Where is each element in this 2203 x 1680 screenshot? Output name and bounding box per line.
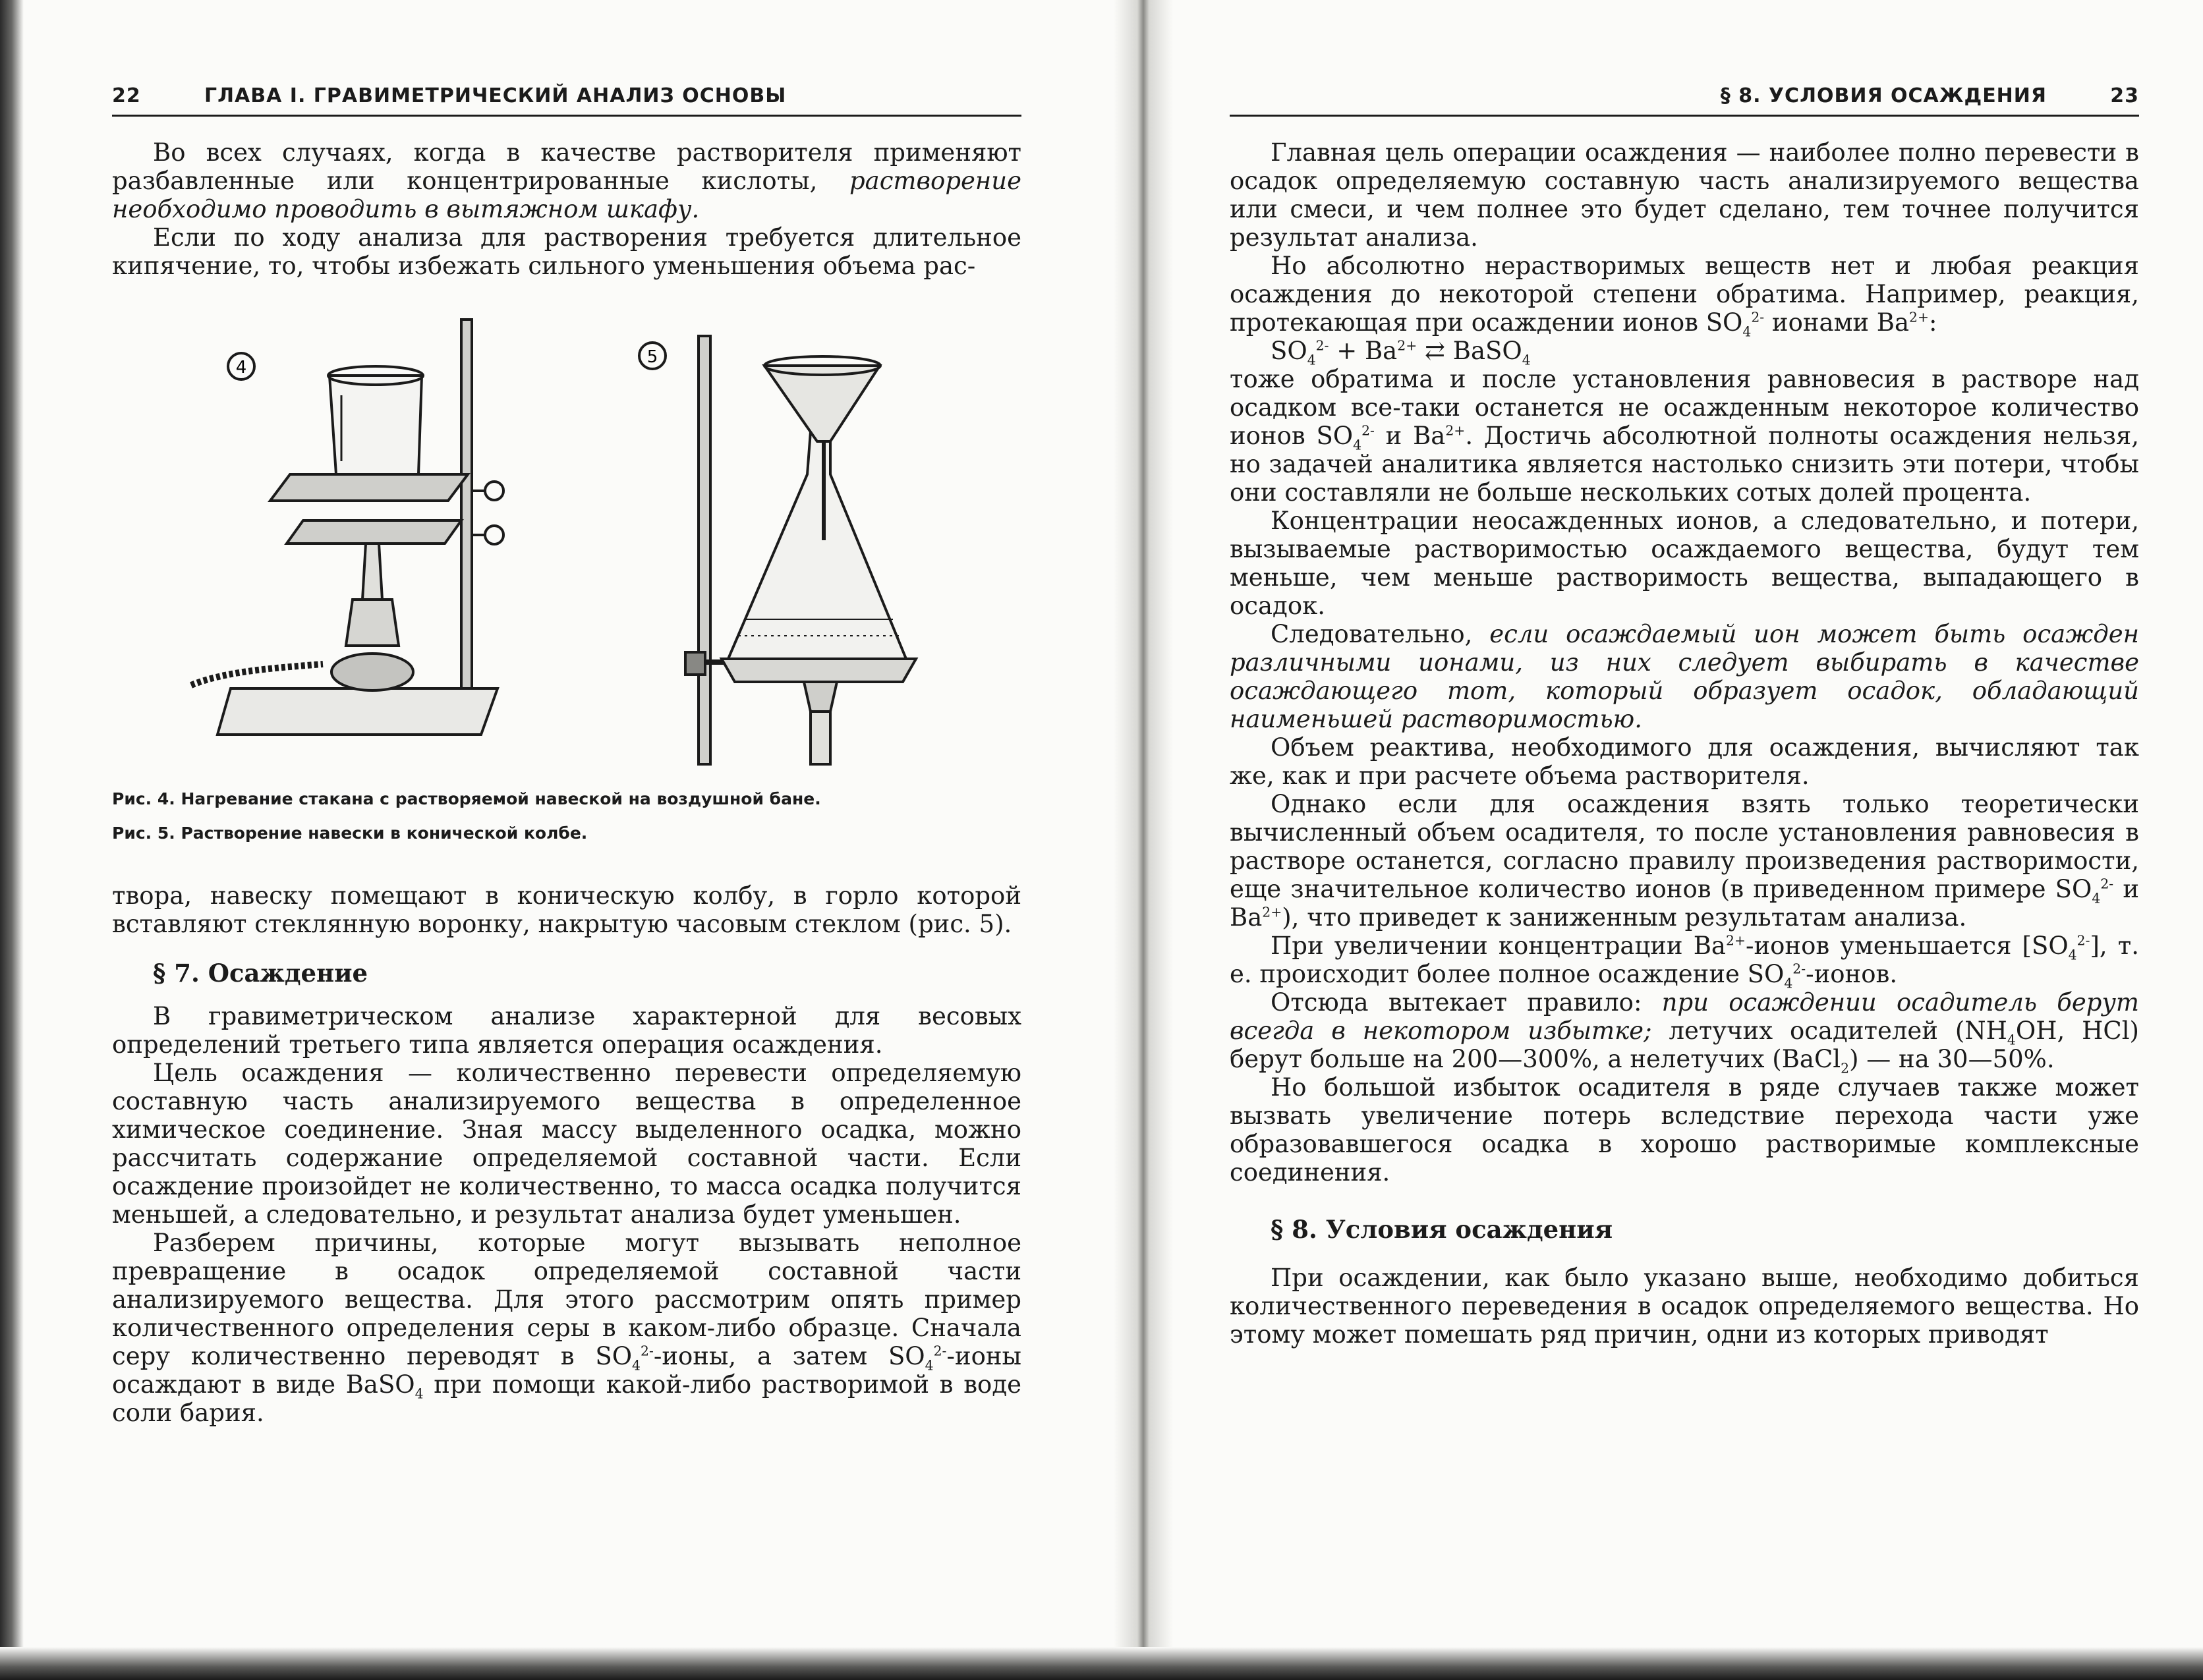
right-page <box>1230 0 2139 1680</box>
paragraph: Цель осаждения — количественно перевести определяемую составную часть анализируемого вещества в определенное химическое соединение. Зная массу выделенного осадка, можно рассчитать содержание определяемой составной части. Если осаждение произойдет не количественно, то масса осадка получится меньшей, а следовательно, и результат анализа будет уменьшен. <box>112 1059 1021 1229</box>
right-text <box>1230 138 2139 1349</box>
book-edge-shadow <box>0 0 24 1680</box>
apparatus-illustration <box>112 303 1021 777</box>
bunsen-burner-icon <box>331 654 413 690</box>
clamp-screw-icon <box>485 526 503 544</box>
paragraph: тоже обратима и после установления равновесия в растворе над осадком все-таки останется не осажденным некоторое количество ионов $SO_4^{2-}$ и $Ba^{2+}$. Достичь абсолютной полноты осаждения нельзя, но задачей аналитика является настолько снизить эти потери, чтобы они составляли не больше нескольких сотых долей процента. <box>1230 365 2140 507</box>
paragraph: В гравиметрическом анализе характерной для весовых определений третьего типа является операция осаждения. <box>112 1002 1021 1059</box>
paragraph: Следовательно, если осаждаемый ион может быть осажден различными ионами, из них следует выбирать в качестве осаждающего тот, который образует осадок, обладающий наименьшей растворимостью. <box>1230 620 2139 733</box>
air-bath-icon <box>287 520 461 544</box>
italic-emphasis: растворение необходимо проводить в вытяжном шкафу. <box>112 167 1021 223</box>
paragraph: При осаждении, как было указано выше, необходимо добиться количественного переведения в осадок определяемого вещества. Но этому может помешать ряд причин, одни из которых приводят <box>1230 1264 2139 1349</box>
left-text-top <box>112 138 1021 280</box>
section-7-heading: § 7. Осаждение <box>153 959 368 988</box>
flask-tray-icon <box>722 659 916 682</box>
page-number: 22 <box>112 84 141 107</box>
book-gutter <box>1114 0 1173 1680</box>
stand-base-icon <box>217 688 498 735</box>
paragraph: Но абсолютно нерастворимых веществ нет и любая реакция осаждения до некоторой степени обратима. Например, реакция, протекающая при осаждении ионов $SO_4^{2-}$ ионами $Ba^{2+}$: <box>1230 252 2139 340</box>
left-page <box>112 0 1021 1680</box>
right-running-head <box>1230 78 2139 117</box>
figure-apparatus <box>112 303 1021 777</box>
paragraph: Разберем причины, которые могут вызывать неполное превращение в осадок определяемой составной части анализируемого вещества. Для этого рассмотрим опять пример количественного определения серы в каком-либо образце. Сначала серу количественно переводят в $SO_4^{2-}$-ионы, а затем $SO_4^{2-}$-ионы осаждают в виде BaSO$_4$ при помощи какой-либо растворимой в воде соли бария. <box>112 1229 1021 1427</box>
section-title: § 8. УСЛОВИЯ ОСАЖДЕНИЯ <box>1720 84 2047 107</box>
paragraph: Если по ходу анализа для растворения требуется длительное кипячение, то, чтобы избежать сильного уменьшения объема рас- <box>112 223 1021 280</box>
equilibrium-arrow-icon: ⇄ <box>1425 337 1446 365</box>
left-running-head <box>112 78 1021 117</box>
paragraph: Во всех случаях, когда в качестве растворителя применяют разбавленные или концентрированные кислоты, растворение необходимо проводить в вытяжном шкафу. <box>112 138 1021 223</box>
italic-emphasis: при осаждении осадитель берут всегда в некотором избытке; <box>1230 988 2139 1045</box>
paragraph: Концентрации неосажденных ионов, а следовательно, и потери, вызываемые растворимостью осаждаемого вещества, будут тем меньше, чем меньше растворимость вещества, выпадающего в осадок. <box>1230 507 2139 620</box>
paragraph: Но большой избыток осадителя в ряде случаев также может вызвать увеличение потерь вследствие перехода части уже образовавшегося осадка в хорошо растворимые комплексные соединения. <box>1230 1073 2139 1187</box>
paragraph: Объем реактива, необходимого для осаждения, вычисляют так же, как и при расчете объема растворителя. <box>1230 733 2139 790</box>
figure-4-caption: Рис. 4. Нагревание стакана с растворяемой навеской на воздушной бане. <box>112 789 821 808</box>
conical-flask-icon <box>728 432 906 659</box>
paragraph: Однако если для осаждения взять только теоретически вычисленный объем осадителя, то после установления равновесия в растворе останется, согласно правилу произведения растворимости, еще значительное количество ионов (в приведенном примере $SO_4^{2-}$ и $Ba^{2+}$), что приведет к заниженным результатам анализа. <box>1230 790 2139 932</box>
left-text-bottom <box>112 882 1021 1427</box>
figure-5-label: 5 <box>646 347 658 367</box>
stand-rod-icon <box>699 336 710 764</box>
clamp-screw-icon <box>485 482 503 500</box>
glass-funnel-icon <box>764 366 880 441</box>
italic-emphasis: если осаждаемый ион может быть осажден различными ионами, из них следует выбирать в качестве осаждающего тот, который образует осадок, обладающий наименьшей растворимостью. <box>1230 620 2139 733</box>
burner-tube-icon <box>362 544 382 600</box>
gas-hose-icon <box>191 664 323 685</box>
chapter-title: ГЛАВА I. ГРАВИМЕТРИЧЕСКИЙ АНАЛИЗ ОСНОВЫ <box>204 84 787 107</box>
stand-rod-icon <box>461 320 472 688</box>
reaction-equation: $SO_4^{2-} + Ba^{2+}$ ⇄ BaSO$_4$ <box>1271 337 1531 368</box>
beaker-icon <box>329 376 422 474</box>
paragraph: твора, навеску помещают в коническую колбу, в горло которой вставляют стеклянную воронку, накрытую часовым стеклом (рис. 5). <box>112 882 1021 938</box>
figure-4-label: 4 <box>235 358 247 378</box>
section-8-heading: § 8. Условия осаждения <box>1271 1215 1613 1244</box>
wire-gauze-icon <box>270 474 468 501</box>
figure-5-caption: Рис. 5. Растворение навески в конической колбе. <box>112 824 588 843</box>
paragraph: Отсюда вытекает правило: при осаждении осадитель берут всегда в некотором избытке; летучих осадителей ($NH_4OH$, HCl) берут больше на 200—300%, а нелетучих (BaCl$_2$) — на 30—50%. <box>1230 988 2139 1077</box>
paragraph: Главная цель операции осаждения — наиболее полно перевести в осадок определяемую составную часть анализируемого вещества или смеси, и чем полнее это будет сделано, тем точнее получится результат анализа. <box>1230 138 2139 252</box>
page-number: 23 <box>2110 84 2139 107</box>
paragraph: При увеличении концентрации $Ba^{2+}$-ионов уменьшается $[SO_4^{2-}]$, т. е. происходит более полное осаждение $SO_4^{2-}$-ионов. <box>1230 932 2139 992</box>
